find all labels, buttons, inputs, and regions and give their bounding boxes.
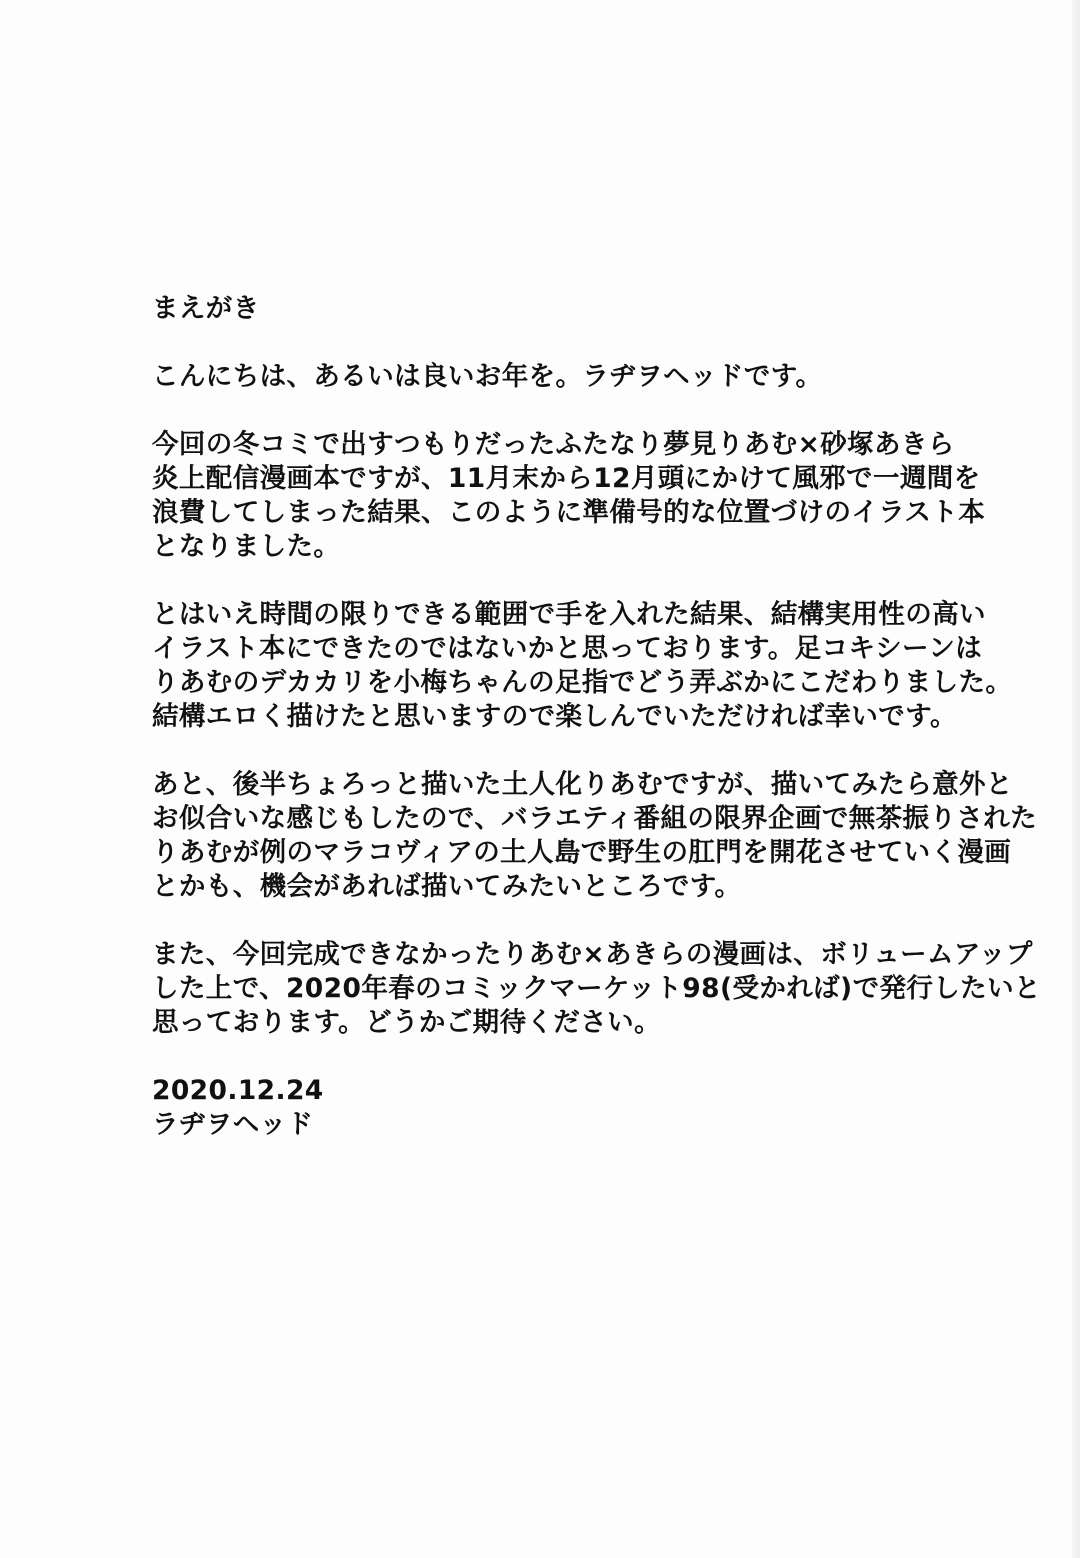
greeting: こんにちは、あるいは良いお年を。ラヂヲヘッドです。 <box>152 361 823 392</box>
foreword-text-block <box>152 292 1041 1142</box>
paragraph-line: また、今回完成できなかったりあむ×あきらの漫画は、ボリュームアップ <box>152 939 1033 970</box>
paragraph-line: 炎上配信漫画本ですが、11月末から12月頭にかけて風邪で一週間を <box>152 463 981 494</box>
paragraph-3 <box>152 768 1038 904</box>
signature: ラヂヲヘッド <box>152 1109 314 1140</box>
spacer <box>152 564 982 598</box>
spacer <box>152 1040 982 1074</box>
spacer <box>152 904 982 938</box>
paragraph-line: となりました。 <box>152 531 341 562</box>
paragraph-line: とはいえ時間の限りできる範囲で手を入れた結果、結構実用性の高い <box>152 599 986 630</box>
paragraph-line: 思っております。どうかご期待ください。 <box>152 1007 661 1038</box>
paragraph-1 <box>152 428 986 564</box>
paragraph-line: あと、後半ちょろっと描いた土人化りあむですが、描いてみたら意外と <box>152 769 1013 800</box>
paragraph-4 <box>152 938 1041 1040</box>
paragraph-line: した上で、2020年春のコミックマーケット98(受かれば)で発行したいと <box>152 973 1041 1004</box>
paragraph-line: イラスト本にできたのではないかと思っております。足コキシーンは <box>152 633 983 664</box>
heading: まえがき <box>152 293 260 324</box>
paragraph-line: とかも、機会があれば描いてみたいところです。 <box>152 871 742 902</box>
paragraph-line: 今回の冬コミで出すつもりだったふたなり夢見りあむ×砂塚あきら <box>152 429 955 460</box>
page-edge-shadow <box>1072 0 1080 1558</box>
paragraph-line: お似合いな感じもしたので、バラエティ番組の限界企画で無茶振りされた <box>152 803 1038 834</box>
paragraph-line: りあむが例のマラコヴィアの土人島で野生の肛門を開花させていく漫画 <box>152 837 1012 868</box>
paragraph-line: りあむのデカカリを小梅ちゃんの足指でどう弄ぶかにこだわりました。 <box>152 667 1013 698</box>
date: 2020.12.24 <box>152 1075 324 1106</box>
spacer <box>152 734 982 768</box>
spacer <box>152 326 982 360</box>
paragraph-2 <box>152 598 1013 734</box>
spacer <box>152 394 982 428</box>
paragraph-line: 浪費してしまった結果、このように準備号的な位置づけのイラスト本 <box>152 497 986 528</box>
paragraph-line: 結構エロく描けたと思いますので楽しんでいただければ幸いです。 <box>152 701 957 732</box>
